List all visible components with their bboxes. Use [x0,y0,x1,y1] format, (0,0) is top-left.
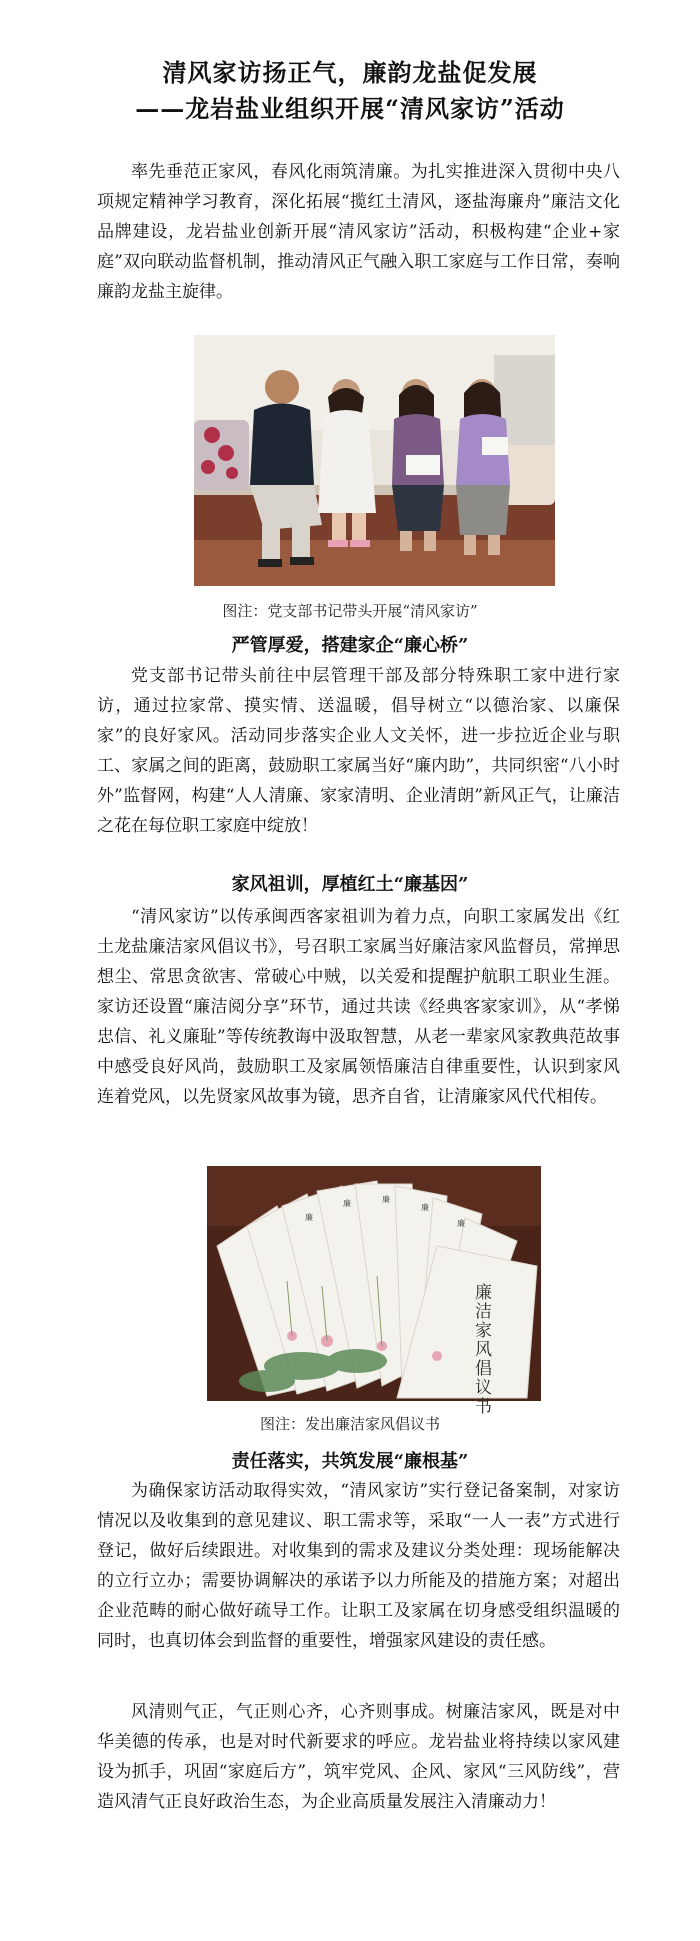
booklets-photo [207,1166,541,1417]
svg-text:廉: 廉 [421,1203,429,1212]
closing-paragraph: 风清则气正，气正则心齐，心齐则事成。树廉洁家风，既是对中华美德的传承，也是对时代新要求的呼应。龙岩盐业将持续以家风建设为抓手，巩固“家庭后方”，筑牢党风、企风、家风“三风防线”，营造风清气正良好政治生态，为企业高质量发展注入清廉动力！ [97,1702,620,1812]
article-title-line2: ——龙岩盐业组织开展“清风家访”活动 [135,94,565,123]
section3-heading: 责任落实，共筑发展“廉根基” [231,1451,469,1472]
section2-paragraph: “清风家访”以传承闽西客家祖训为着力点，向职工家属发出《红土龙盐廉洁家风倡议书》，号召职工家属当好廉洁家风监督员，常掸思想尘、常思贪欲害、常破心中贼，以关爱和提醒护航职工职业生涯。家访还设置“廉洁阅分享”环节，通过共读《经典客家家训》，从“孝悌忠信、礼义廉耻”等传统教诲中汲取智慧，从老一辈家风家教典范故事中感受良好风尚，鼓励职工及家属领悟廉洁自律重要性，认识到家风连着党风，以先贤家风故事为镜，思齐自省，让清廉家风代代相传。 [97,907,620,1107]
svg-text:廉: 廉 [382,1195,390,1204]
svg-text:廉: 廉 [457,1219,465,1228]
photo1-caption: 图注：党支部书记带头开展“清风家访” [222,602,478,620]
intro-paragraph: 率先垂范正家风，春风化雨筑清廉。为扎实推进深入贯彻中央八项规定精神学习教育，深化拓展“揽红土清风，逐盐海廉舟”廉洁文化品牌建设，龙岩盐业创新开展“清风家访”活动，积极构建“企业+家庭”双向联动监督机制，推动清风正气融入职工家庭与工作日常，奏响廉韵龙盐主旋律。 [97,162,620,302]
section3-paragraph: 为确保家访活动取得实效，“清风家访”实行登记备案制，对家访情况以及收集到的意见建议、职工需求等，采取“一人一表”方式进行登记，做好后续跟进。对收集到的需求及建议分类处理：现场能解决的立行立办；需要协调解决的承诺予以力所能及的措施方案；对超出企业范畴的耐心做好疏导工作。让职工及家属在切身感受组织温暖的同时，也真切体会到监督的重要性，增强家风建设的责任感。 [97,1481,620,1651]
booklet-title: 廉洁家风倡议书 [475,1283,492,1417]
svg-text:廉: 廉 [343,1199,351,1208]
home-visit-photo [194,335,555,586]
photo2-caption: 图注：发出廉洁家风倡议书 [259,1415,440,1433]
section2-heading: 家风祖训，厚植红土“廉基因” [231,874,469,895]
svg-text:廉: 廉 [305,1213,313,1222]
article-title-line1: 清风家访扬正气，廉韵龙盐促发展 [162,58,538,87]
section1-heading: 严管厚爱，搭建家企“廉心桥” [231,635,469,656]
section1-paragraph: 党支部书记带头前往中层管理干部及部分特殊职工家中进行家访，通过拉家常、摸实情、送温暖，倡导树立“以德治家、以廉保家”的良好家风。活动同步落实企业人文关怀，进一步拉近企业与职工、家属之间的距离，鼓励职工家属当好“廉内助”，共同织密“八小时外”监督网，构建“人人清廉、家家清明、企业清朗”新风正气，让廉洁之花在每位职工家庭中绽放！ [97,666,620,836]
